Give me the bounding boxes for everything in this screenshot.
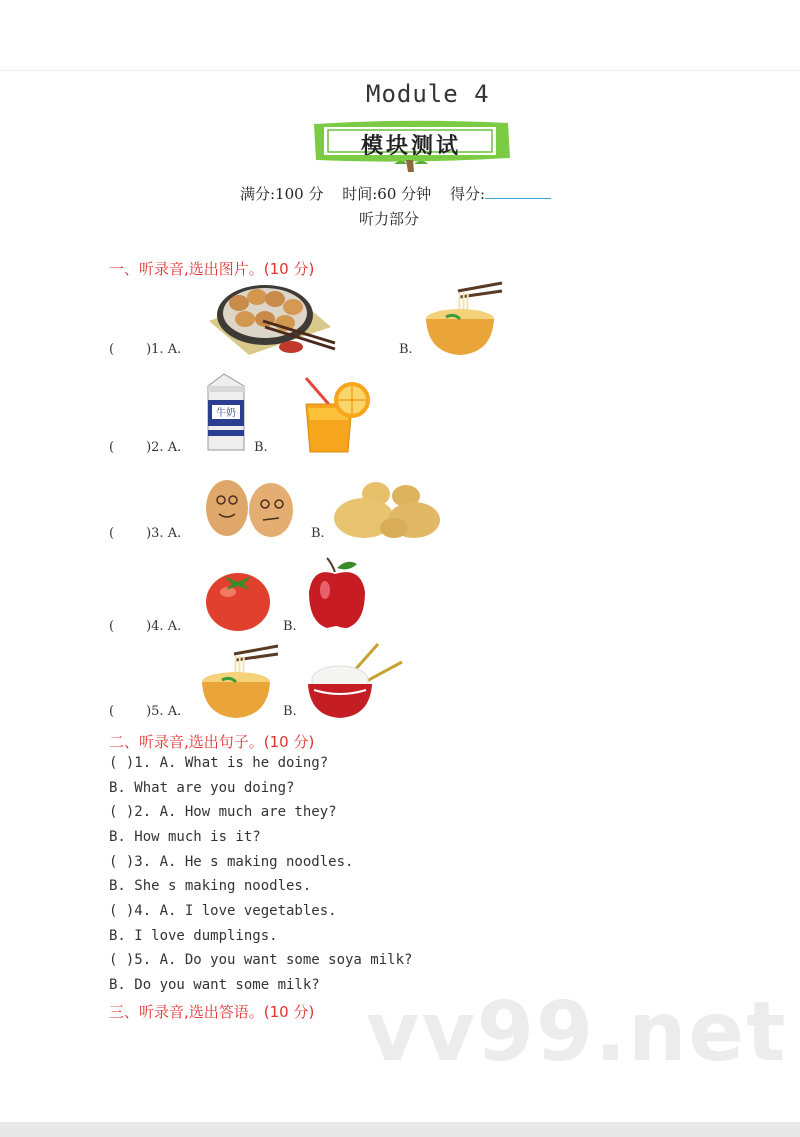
question-number: )3. [146, 526, 164, 541]
option-b-q3: B. [311, 526, 325, 541]
s2-line-6: B. She s making noodles. [109, 878, 312, 894]
question-1 [109, 342, 181, 357]
answer-paren[interactable]: ( [109, 440, 115, 455]
time-limit: 时间:60 分钟 [342, 185, 432, 203]
s2-line-5: ( )3. A. He s making noodles. [109, 854, 354, 870]
s2-line-7: ( )4. A. I love vegetables. [109, 903, 337, 919]
question-5 [109, 704, 181, 719]
question-3 [109, 526, 181, 541]
option-b-q4: B. [283, 619, 297, 634]
option-b-q5: B. [283, 704, 297, 719]
s2-line-10: B. Do you want some milk? [109, 977, 320, 993]
orange-juice-icon [296, 374, 374, 456]
milk-carton-icon [202, 370, 250, 454]
option-a: A. [167, 526, 182, 541]
svg-text:牛奶: 牛奶 [216, 408, 236, 419]
s2-line-1: ( )1. A. What is he doing? [109, 755, 329, 771]
part-label: 听力部分 [359, 210, 420, 228]
score-info [240, 183, 565, 204]
s2-line-4: B. How much is it? [109, 829, 261, 845]
s2-line-8: B. I love dumplings. [109, 928, 278, 944]
option-b-q1: B. [399, 342, 413, 357]
question-number: )4. [146, 619, 164, 634]
option-a: A. [167, 342, 182, 357]
dumplings-icon [203, 277, 339, 357]
section1-heading: 一、听录音,选出图片。(10 分) [109, 260, 315, 278]
question-number: )2. [146, 440, 164, 455]
tomato-icon [204, 562, 272, 632]
noodles-icon [424, 277, 504, 357]
option-b-q2: B. [254, 440, 268, 455]
option-a: A. [167, 704, 182, 719]
test-banner [310, 118, 512, 174]
score-label: 得分: [449, 185, 485, 203]
score-blank-field[interactable] [485, 184, 551, 199]
question-number: )1. [146, 342, 164, 357]
s2-line-3: ( )2. A. How much are they? [109, 804, 337, 820]
option-a: A. [167, 619, 182, 634]
apple-icon [305, 556, 367, 630]
section3-heading: 三、听录音,选出答语。(10 分) [109, 1003, 315, 1021]
section2-heading: 二、听录音,选出句子。(10 分) [109, 733, 315, 751]
potatoes-icon [334, 476, 442, 540]
answer-paren[interactable]: ( [109, 704, 115, 719]
page-top-margin [0, 0, 800, 71]
module-title: Module 4 [366, 80, 490, 108]
option-a: A. [167, 440, 182, 455]
answer-paren[interactable]: ( [109, 526, 115, 541]
answer-paren[interactable]: ( [109, 619, 115, 634]
watermark: vv99.net [366, 985, 788, 1080]
noodles-icon [200, 640, 280, 720]
banner-title: 模块测试 [360, 134, 461, 159]
eggs-icon [203, 476, 295, 538]
full-score: 满分:100 分 [240, 185, 324, 203]
s2-line-9: ( )5. A. Do you want some soya milk? [109, 952, 413, 968]
answer-paren[interactable]: ( [109, 342, 115, 357]
page-bottom-bar [0, 1122, 800, 1137]
question-2 [109, 440, 181, 455]
s2-line-2: B. What are you doing? [109, 780, 295, 796]
rice-bowl-icon [306, 640, 406, 720]
question-4 [109, 619, 181, 634]
question-number: )5. [146, 704, 164, 719]
